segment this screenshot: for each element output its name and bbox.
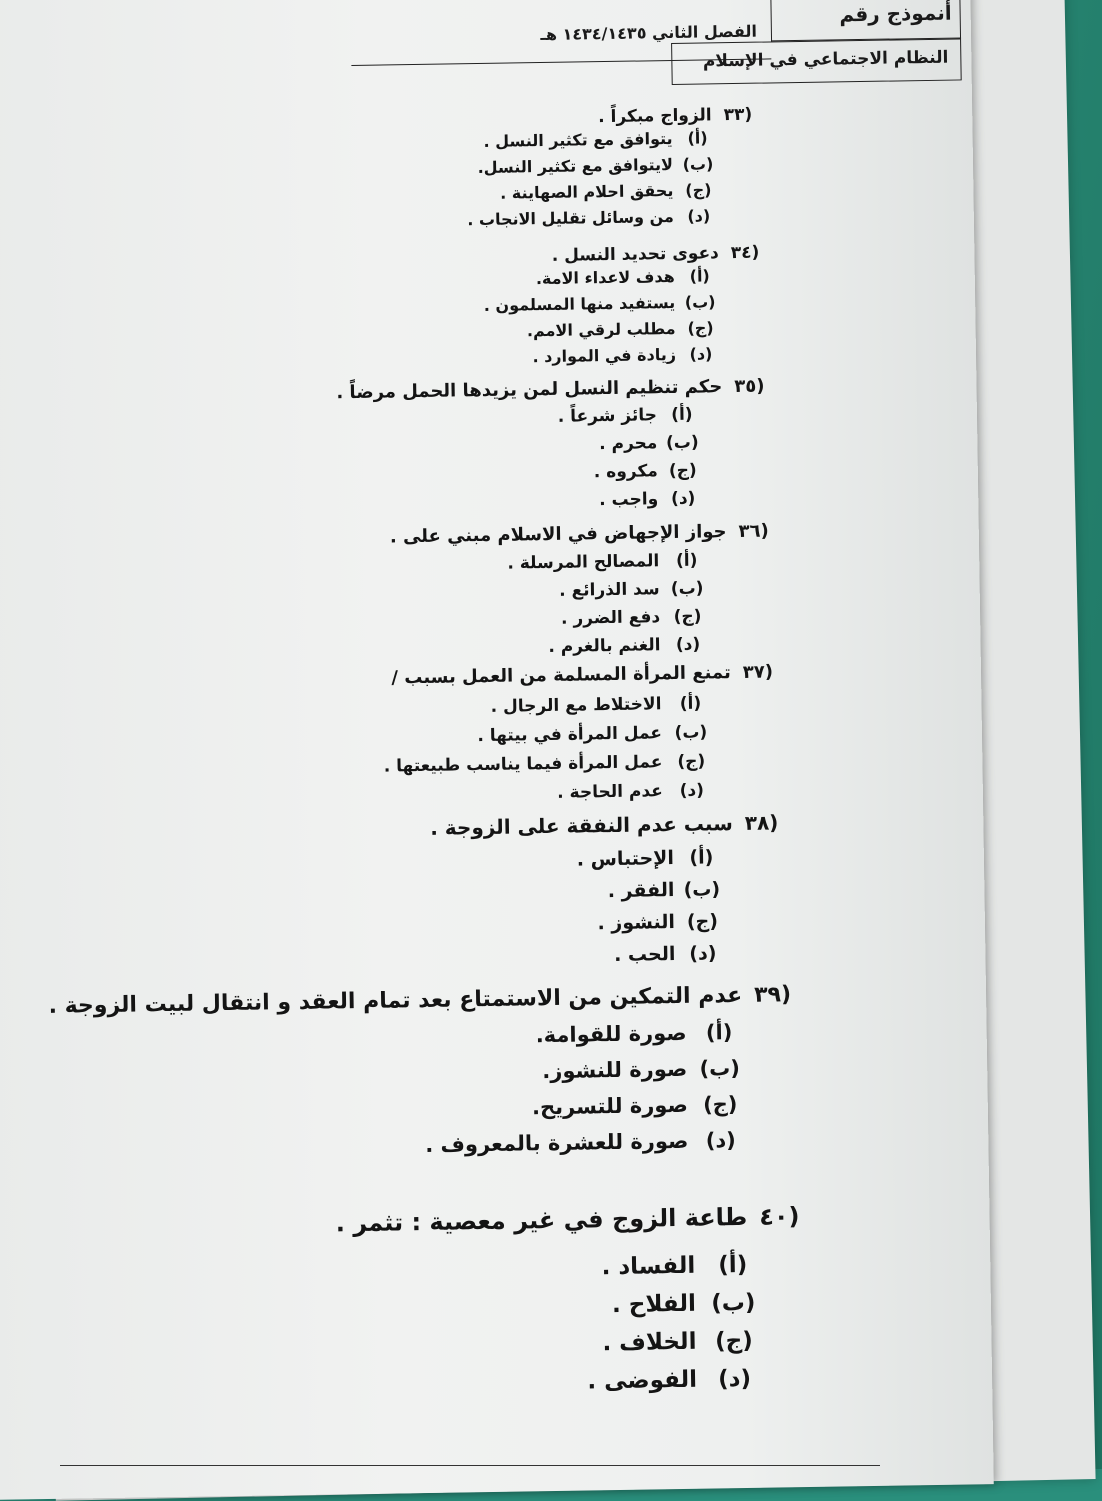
question-stem [336,1202,800,1237]
answer-option [594,460,708,482]
question-stem [48,982,791,1019]
answer-option [483,128,722,151]
option-text: مكروه . [593,461,658,483]
option-letter: (ب) [665,432,699,454]
option-letter: (د) [717,1365,752,1393]
option-letter: (ب) [711,1289,756,1317]
option-letter: (أ) [689,266,710,286]
question-number: (٣٩ [753,982,792,1008]
answer-option [477,154,723,177]
question-number: (٣٧ [742,661,774,683]
answer-option [608,878,730,902]
option-text: يحقق احلام الصهاينة . [500,180,674,203]
answer-option [536,1020,752,1047]
answer-option [532,344,726,366]
answer-option [542,1056,752,1083]
answer-option [601,1252,770,1281]
answer-option [577,846,729,870]
question-number: (٣٥ [734,375,765,398]
question-stem [552,243,760,266]
question-text: سبب عدم النفقة على الزوجة . [430,811,733,840]
option-letter: (د) [687,206,711,226]
question-text: الزواج مبكراً . [598,105,712,128]
answer-option [425,1128,753,1157]
option-text: عمل المرأة فيما يناسب طبيعتها . [383,752,663,777]
option-letter: (أ) [687,128,708,148]
option-letter: (ب) [683,878,721,901]
question-text: جواز الإجهاض في الاسلام مبني على . [389,521,727,548]
answer-option [477,722,720,746]
option-text: الاختلاط مع الرجال . [490,694,662,717]
option-letter: (أ) [675,550,698,571]
question-text: حكم تنظيم النسل لمن يزيدها الحمل مرضاً . [336,376,723,404]
course-title-box [671,38,962,85]
question-text: عدم التمكين من الاستمتاع بعد تمام العقد و انتقال لبيت الزوجة . [48,982,743,1019]
option-text: عدم الحاجة . [557,781,663,803]
answer-option [561,606,715,628]
answer-option [484,292,726,315]
option-letter: (أ) [689,846,714,869]
option-letter: (ب) [674,722,708,744]
question-stem [336,376,764,404]
option-text: الفساد . [601,1252,696,1281]
option-letter: (ج) [714,1327,753,1355]
option-letter: (أ) [705,1020,733,1045]
option-text: المصالح المرسلة . [507,551,660,574]
question-number: (٣٦ [738,520,769,542]
option-text: الفقر . [607,879,675,903]
question-number: (٣٤ [730,242,760,264]
option-text: الفوضى . [587,1366,698,1395]
option-letter: (ب) [699,1056,741,1081]
answer-option [614,942,731,966]
option-text: عمل المرأة في بيتها . [477,723,663,747]
answer-option [548,634,715,657]
answer-option [599,432,708,454]
option-text: زيادة في الموارد . [532,344,677,367]
option-letter: (ج) [677,751,706,772]
option-text: صورة للنشوز. [542,1056,688,1084]
answer-option [602,1328,771,1357]
option-text: النشوز . [597,911,676,935]
option-letter: (أ) [718,1251,748,1279]
option-text: لايتوافق مع تكثير النسل. [477,154,674,178]
option-text: سد الذرائع . [559,579,660,601]
answer-option [599,488,708,510]
option-letter: (ج) [686,910,719,933]
option-letter: (أ) [671,404,693,426]
option-text: دفع الضرر . [560,607,661,629]
answer-option [384,751,721,776]
option-letter: (ب) [684,292,716,312]
option-text: صورة للتسريح. [531,1092,688,1120]
option-text: يتوافق مع تكثير النسل . [483,128,673,151]
option-text: واجب . [599,489,659,511]
answer-option [532,1092,753,1119]
semester-label: الفصل الثاني ١٤٣٤/١٤٣٥ هـ [540,21,758,45]
answer-option [467,206,724,229]
option-text: الفلاح . [611,1290,697,1319]
question-number: (٤٠ [759,1202,800,1231]
question-text: تمنع المرأة المسلمة من العمل بسبب / [391,662,731,689]
answer-option [557,780,721,803]
option-text: الغنم بالغرم . [548,635,661,657]
option-text: هدف لاعداء الامة. [535,266,675,289]
question-stem [598,105,752,127]
answer-option [587,1366,772,1395]
model-number-box [770,0,961,41]
question-stem [391,661,773,688]
answer-option [558,404,707,426]
option-letter: (د) [689,942,717,965]
answer-option [612,1290,771,1318]
option-letter: (ج) [702,1092,738,1117]
answer-option [527,318,726,340]
answer-option [559,578,715,600]
answer-option [597,910,730,934]
option-text: يستفيد منها المسلمون . [483,292,676,315]
option-letter: (د) [689,344,713,364]
question-number: (٣٨ [744,810,779,835]
question-number: (٣٣ [723,104,753,126]
option-letter: (ج) [685,180,712,200]
option-letter: (ب) [682,154,714,174]
question-text: طاعة الزوج في غير معصية : تثمر . [335,1202,748,1238]
option-letter: (د) [705,1128,736,1153]
option-text: صورة للقوامة. [535,1020,687,1048]
option-text: من وسائل تقليل الانجاب . [467,206,674,230]
answer-option [507,550,714,573]
model-label: أنموذج رقم [839,0,952,27]
option-letter: (ج) [687,318,714,338]
option-letter: (ج) [668,460,697,482]
option-letter: (ب) [670,578,704,600]
bottom-rule [60,1465,880,1466]
option-text: محرم . [599,433,658,455]
option-letter: (أ) [679,693,702,714]
option-text: الإحتباس . [576,847,675,871]
answer-option [491,693,720,717]
option-letter: (د) [679,780,705,801]
option-text: جائز شرعاً . [557,405,658,427]
answer-option [536,266,725,288]
option-text: صورة للعشرة بالمعروف . [425,1128,689,1157]
course-title: النظام الاجتماعي في الإسلام [702,47,949,72]
option-letter: (ج) [673,606,702,628]
option-text: الخلاف . [602,1328,697,1357]
option-text: الحب . [613,943,676,967]
option-letter: (د) [670,488,696,510]
option-text: مطلب لرقي الامم. [526,318,676,341]
question-text: دعوى تحديد النسل . [551,243,719,266]
exam-header [0,0,952,90]
question-stem [430,810,778,839]
question-stem [390,521,769,548]
option-letter: (د) [675,634,701,655]
answer-option [500,180,724,203]
